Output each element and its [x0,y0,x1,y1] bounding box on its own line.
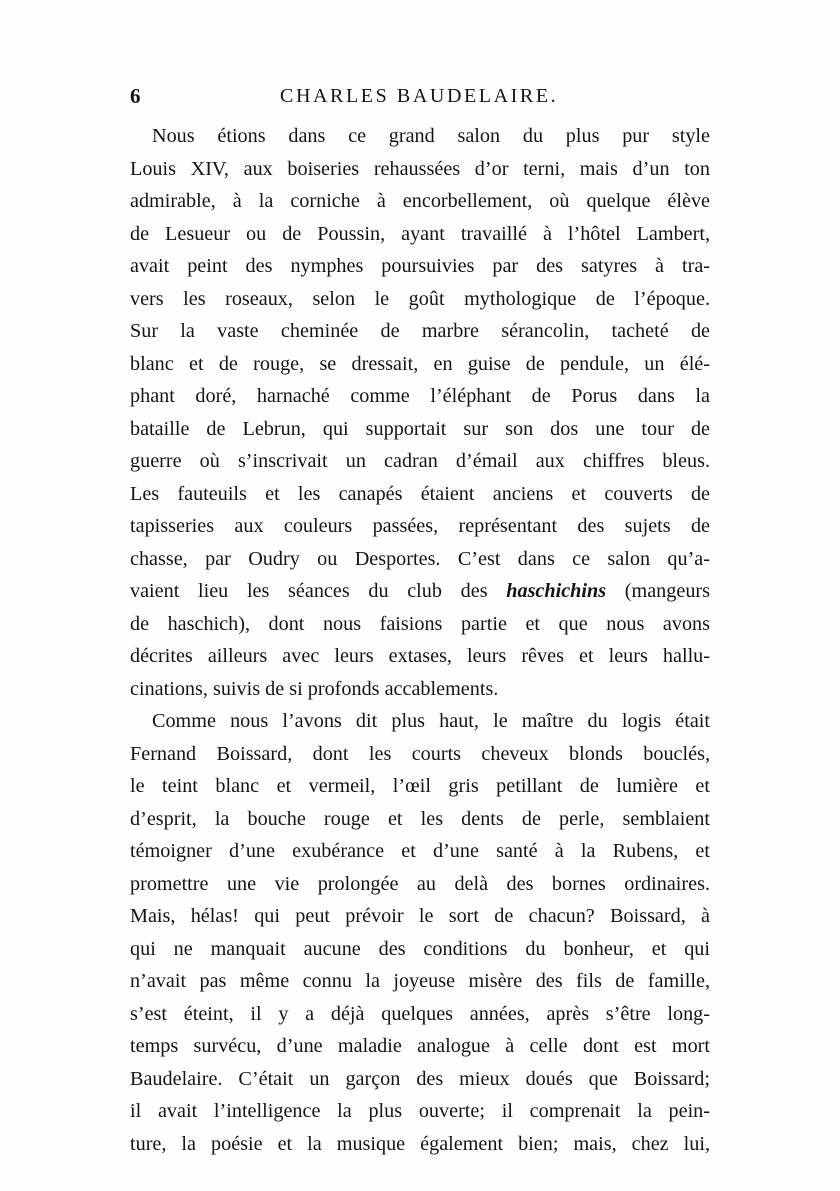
text-line: chasse, par Oudry ou Desportes. C’est dans ce salon qu’a- [130,547,710,570]
text-line: admirable, à la corniche à encorbellement, où quelque élève [130,190,710,212]
italic-term-haschichins: haschichins [506,580,607,602]
running-title: CHARLES BAUDELAIRE. [280,85,559,107]
text-line: Les fauteuils et les canapés étaient anciens et couverts de [130,482,710,505]
text-segment: (mangeurs [606,580,710,602]
text-line-with-italic [130,575,710,608]
text-line: temps survécu, d’une maladie analogue à celle dont est mort [130,1035,710,1057]
text-line: bataille de Lebrun, qui supportait sur son dos une tour de [130,417,710,440]
text-line: Mais, hélas! qui peut prévoir le sort de chacun? Boissard, à [130,905,710,927]
text-line: il avait l’intelligence la plus ouverte; il comprenait la pein- [130,1100,710,1122]
text-line: qui ne manquait aucune des conditions du bonheur, et qui [130,937,710,960]
body-text [130,120,710,1160]
text-line: Fernand Boissard, dont les courts cheveux blonds bouclés, [130,742,710,765]
text-line: de haschich), dont nous faisions partie et que nous avons [130,612,710,635]
text-line: cinations, suivis de si profonds accablements. [130,677,499,700]
text-line: d’esprit, la bouche rouge et les dents de perle, semblaient [130,807,710,830]
text-line: guerre où s’inscrivait un cadran d’émail aux chiffres bleus. [130,450,710,472]
paragraph-1 [130,120,710,705]
text-line: Baudelaire. C’était un garçon des mieux doués que Boissard; [130,1067,710,1090]
text-segment: vaient lieu les séances du club des [130,580,507,602]
text-line: ture, la poésie et la musique également bien; mais, chez lui, [130,1132,710,1155]
text-line: s’est éteint, il y a déjà quelques années, après s’être long- [130,1002,710,1025]
text-line: le teint blanc et vermeil, l’œil gris petillant de lumière et [130,775,710,797]
text-line: de Lesueur ou de Poussin, ayant travaillé à l’hôtel Lambert, [130,222,710,245]
text-line: blanc et de rouge, se dressait, en guise de pendule, un élé- [130,352,710,375]
text-line: témoigner d’une exubérance et d’une santé à la Rubens, et [130,840,710,862]
text-line: Louis XIV, aux boiseries rehaussées d’or terni, mais d’un ton [130,157,710,180]
text-line: Sur la vaste cheminée de marbre sérancolin, tacheté de [130,320,710,342]
text-line: vers les roseaux, selon le goût mythologique de l’époque. [130,287,710,310]
text-line: phant doré, harnaché comme l’éléphant de Porus dans la [130,385,710,407]
text-line: Comme nous l’avons dit plus haut, le maître du logis était [152,710,710,732]
text-line: promettre une vie prolongée au delà des bornes ordinaires. [130,872,710,895]
text-line: Nous étions dans ce grand salon du plus pur style [152,125,710,147]
text-line: tapisseries aux couleurs passées, représentant des sujets de [130,515,710,537]
page-number: 6 [130,84,141,108]
paragraph-2 [130,705,710,1160]
running-head [130,80,710,112]
text-line: décrites ailleurs avec leurs extases, leurs rêves et leurs hallu- [130,645,710,667]
text-line: n’avait pas même connu la joyeuse misère des fils de famille, [130,970,710,992]
text-line: avait peint des nymphes poursuivies par des satyres à tra- [130,255,710,277]
